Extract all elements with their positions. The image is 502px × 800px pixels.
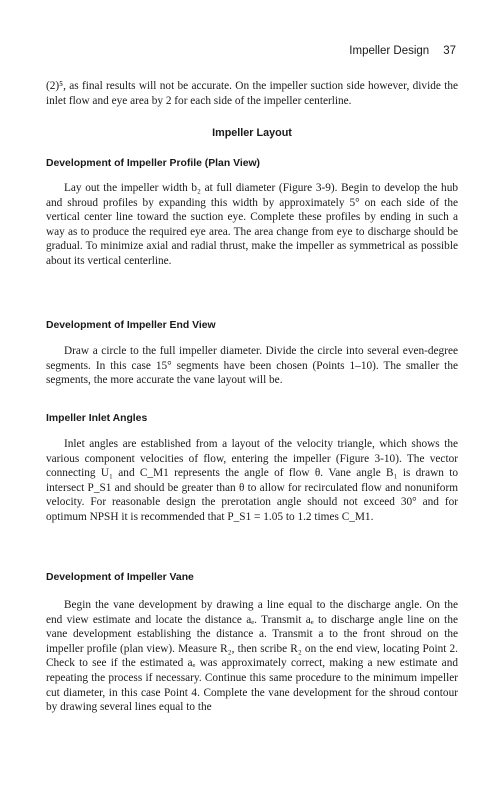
paragraph-intro: (2)⁵, as final results will not be accurate. On the impeller suction side however, divide the inlet flow and eye area by 2 for each side of the impeller centerline. [46,80,458,107]
paragraph-end-view: Draw a circle to the full impeller diameter. Divide the circle into several even-degree segments. In this case 15° segments have been chosen (Points 1–10). The smaller the segments, the more accurate the vane layout will be. [46,345,458,387]
subheading-vane: Development of Impeller Vane [46,572,194,583]
subheading-profile: Development of Impeller Profile (Plan View) [46,158,261,169]
paragraph-inlet-angles: Inlet angles are established from a layout of the velocity triangle, which shows the various component velocities of flow, entering the impeller (Figure 3-10). The vector connecting U₁ and C_M1 represents the angle of flow θ. Vane angle B₁ is drawn to intersect P_S1 and should be greater than θ to allow for recirculated flow and nonuniform velocity. For reasonable design the prerotation angle should not exceed 30° and for optimum NPSH it is recommended that P_S1 = 1.05 to 1.2 times C_M1. [46,438,458,523]
subheading-end-view: Development of Impeller End View [46,320,216,331]
running-title: Impeller Design [349,45,430,57]
paragraph-vane: Begin the vane development by drawing a line equal to the discharge angle. On the end view estimate and locate the distance aₑ. Transmit aₑ to discharge angle line on the vane development establishing the distance a. Transmit a to the front shroud on the impeller profile (plan view). Measure R₂, then scribe R₂ on the end view, locating Point 2. Check to see if the estimated aₑ was approximately correct, making a new estimate and repeating the process if necessary. Continue this same procedure to the minimum impeller cut diameter, in this case Point 4. Complete the vane development for the shroud contour by drawing several lines equal to the [46,599,458,714]
section-heading-impeller-layout: Impeller Layout [212,127,292,139]
page-number: 37 [443,45,456,57]
subheading-inlet-angles: Impeller Inlet Angles [46,413,148,424]
paragraph-profile: Lay out the impeller width b₂ at full diameter (Figure 3-9). Begin to develop the hub and shroud profiles by expanding this width by approximately 5° on each side of the vertical center line toward the suction eye. Complete these profiles by ending in such a way as to produce the required eye area. The area change from eye to discharge should be gradual. To minimize axial and radial thrust, make the impeller as symmetrical as possible about its vertical centerline. [46,182,458,267]
running-header [349,45,456,57]
